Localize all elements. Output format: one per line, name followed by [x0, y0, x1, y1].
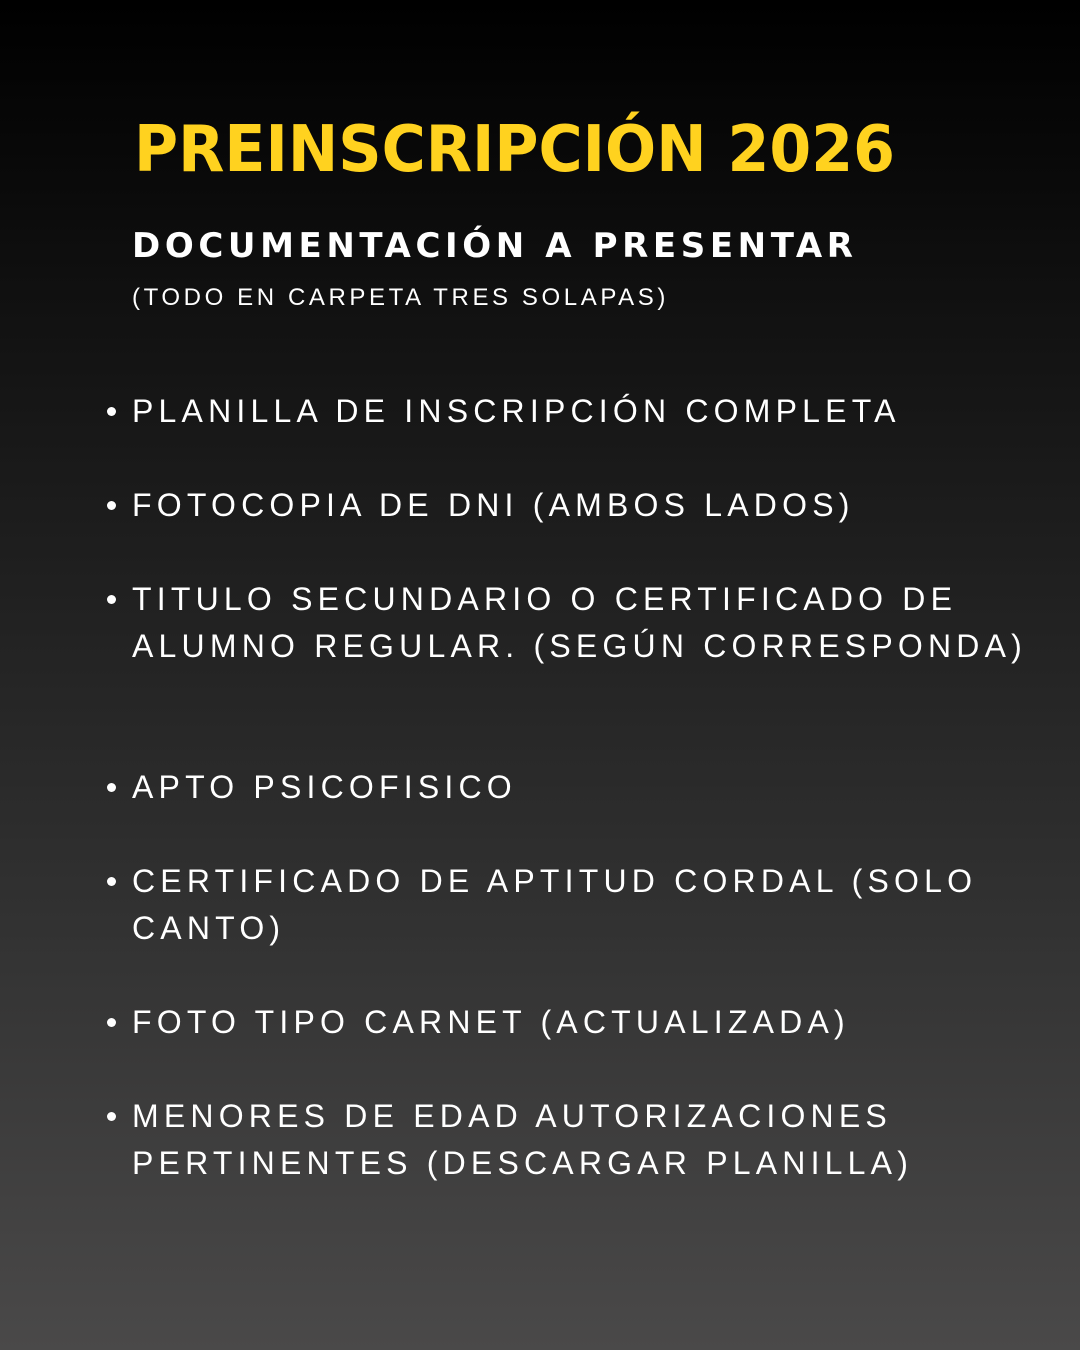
bullet-icon — [107, 1018, 116, 1027]
list-item — [132, 576, 1032, 670]
list-item — [132, 482, 1032, 529]
bullet-icon — [107, 877, 116, 886]
list-item-text: CERTIFICADO DE APTITUD CORDAL (SOLO CANTO) — [132, 863, 978, 946]
page-title: PREINSCRIPCIÓN 2026 — [134, 113, 895, 187]
list-item — [132, 1093, 1032, 1187]
list-item — [132, 858, 1032, 952]
list-item-text: MENORES DE EDAD AUTORIZACIONES PERTINENTES (DESCARGAR PLANILLA) — [132, 1098, 914, 1181]
list-item — [132, 999, 1032, 1046]
bullet-icon — [107, 783, 116, 792]
list-item-text: FOTOCOPIA DE DNI (AMBOS LADOS) — [132, 487, 855, 523]
bullet-icon — [107, 595, 116, 604]
list-item-text: APTO PSICOFISICO — [132, 769, 517, 805]
list-item — [132, 388, 1032, 435]
bullet-icon — [107, 1112, 116, 1121]
section-subtitle: DOCUMENTACIÓN A PRESENTAR — [132, 226, 858, 266]
list-item-text: FOTO TIPO CARNET (ACTUALIZADA) — [132, 1004, 850, 1040]
folder-note: (TODO EN CARPETA TRES SOLAPAS) — [132, 284, 669, 311]
list-item — [132, 764, 1032, 811]
list-item-text: PLANILLA DE INSCRIPCIÓN COMPLETA — [132, 393, 901, 429]
bullet-icon — [107, 501, 116, 510]
bullet-icon — [107, 407, 116, 416]
list-item-text: TITULO SECUNDARIO O CERTIFICADO DE ALUMNO REGULAR. (SEGÚN CORRESPONDA) — [132, 581, 1027, 664]
